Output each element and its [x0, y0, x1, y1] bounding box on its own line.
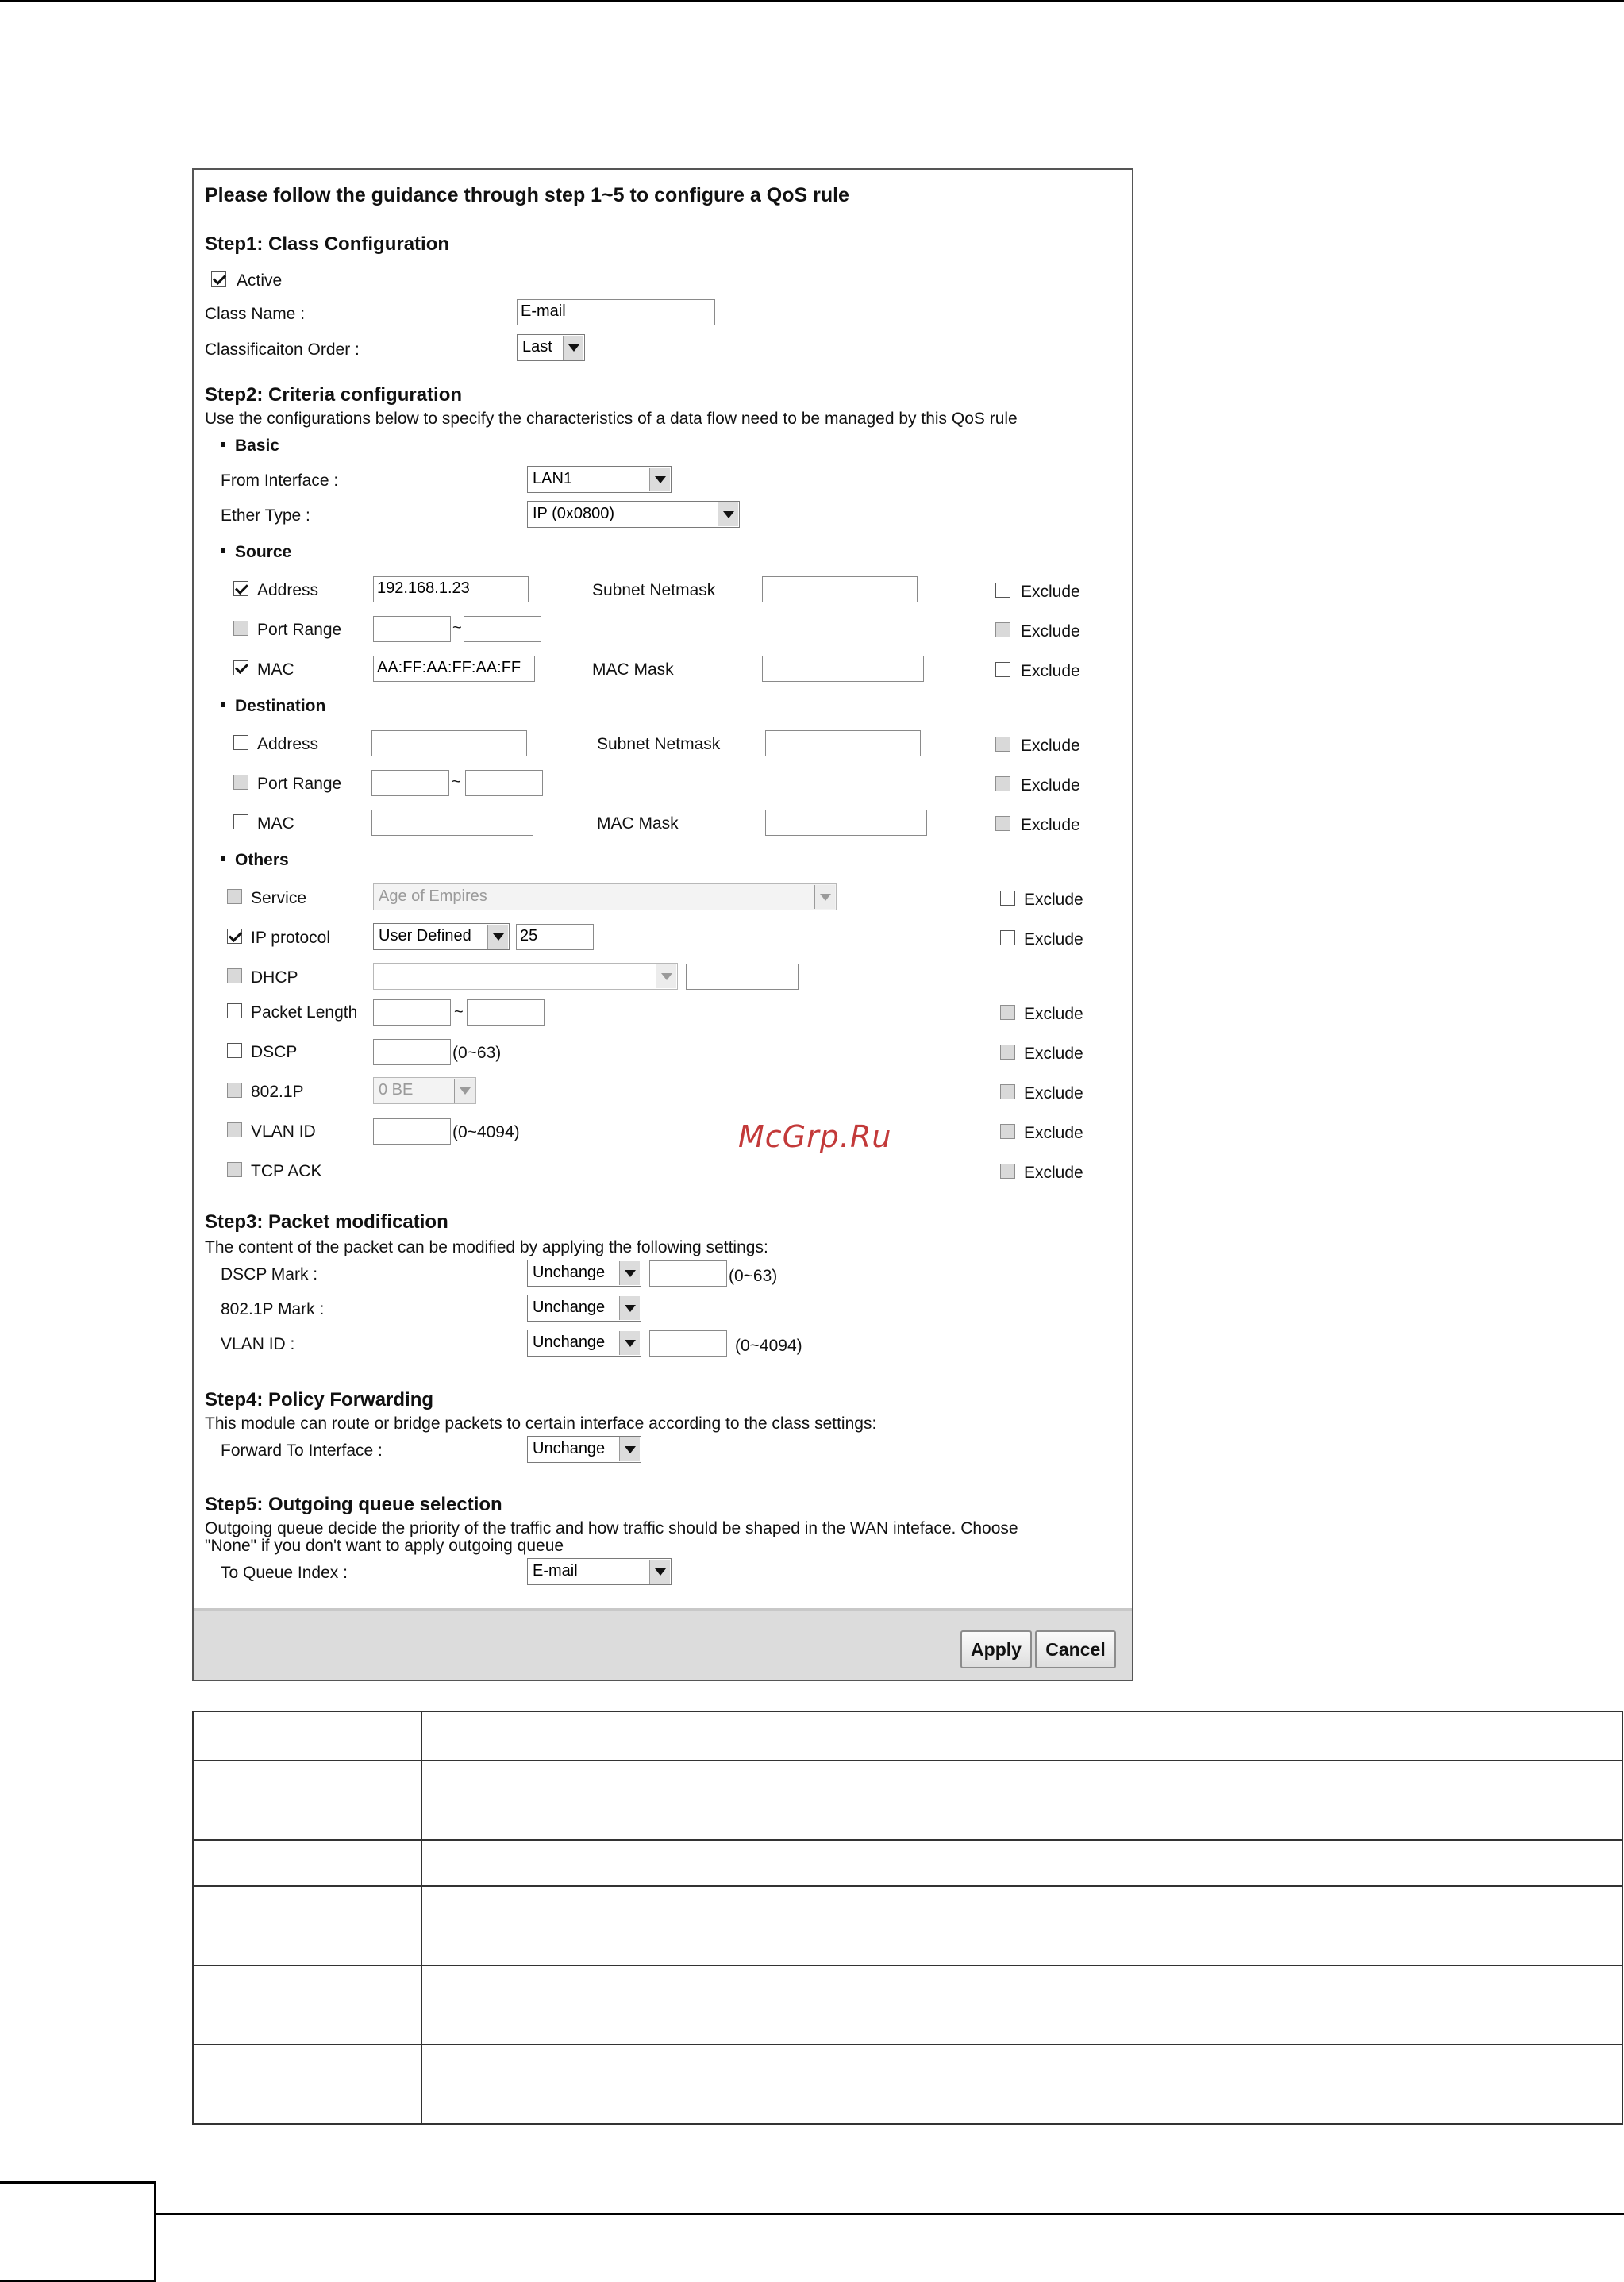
dot1p-exclude-checkbox[interactable]: [1000, 1084, 1015, 1099]
table-row: [193, 2045, 1622, 2124]
vlan-mark-range-hint: (0~4094): [735, 1337, 802, 1355]
exclude-label: Exclude: [1021, 583, 1080, 601]
dot1p-value: 0 BE: [379, 1081, 414, 1099]
apply-button[interactable]: Apply: [960, 1630, 1032, 1668]
dscp-mark-input[interactable]: [649, 1260, 727, 1287]
dhcp-value-input[interactable]: [686, 964, 799, 990]
destination-mac-exclude-checkbox[interactable]: [995, 816, 1010, 831]
exclude-label: Exclude: [1024, 1045, 1083, 1063]
chevron-down-icon: [814, 885, 835, 909]
destination-port-exclude-checkbox[interactable]: [995, 776, 1010, 791]
chevron-down-icon: [649, 468, 670, 491]
ip-protocol-select[interactable]: [373, 923, 510, 950]
source-address-checkbox[interactable]: [233, 581, 248, 596]
forward-interface-value: Unchange: [533, 1440, 606, 1457]
dscp-label: DSCP: [251, 1043, 298, 1061]
qos-class-config-screen: [192, 168, 1133, 1681]
vlan-mark-value: Unchange: [533, 1333, 606, 1351]
chevron-down-icon: [619, 1296, 640, 1320]
ip-protocol-exclude-checkbox[interactable]: [1000, 930, 1015, 945]
step5-title: Step5: Outgoing queue selection: [205, 1494, 502, 1515]
chevron-down-icon: [649, 1560, 670, 1584]
chevron-down-icon: [619, 1331, 640, 1355]
source-mac-exclude-checkbox[interactable]: [995, 662, 1010, 677]
queue-index-label: To Queue Index :: [221, 1564, 348, 1582]
chevron-down-icon: [454, 1079, 475, 1103]
ip-protocol-number-input[interactable]: 25: [516, 924, 594, 950]
vlan-range-hint: (0~4094): [452, 1123, 520, 1141]
dscp-mark-value: Unchange: [533, 1264, 606, 1281]
chevron-down-icon: [619, 1437, 640, 1461]
tcp-ack-exclude-checkbox[interactable]: [1000, 1164, 1015, 1179]
dhcp-select[interactable]: [373, 963, 678, 990]
packet-length-end-input[interactable]: [467, 999, 545, 1026]
destination-subnet-label: Subnet Netmask: [597, 735, 721, 753]
class-name-input[interactable]: E-mail: [517, 299, 715, 325]
vlan-id-input[interactable]: [373, 1118, 451, 1145]
exclude-label: Exclude: [1024, 891, 1083, 909]
from-interface-value: LAN1: [533, 470, 573, 487]
page-bottom-rule: [156, 2213, 1624, 2215]
vlan-mark-input[interactable]: [649, 1330, 727, 1357]
destination-mac-label: MAC: [257, 814, 294, 833]
dot1p-mark-label: 802.1P Mark :: [221, 1300, 325, 1318]
step4-title: Step4: Policy Forwarding: [205, 1389, 434, 1410]
ether-type-value: IP (0x0800): [533, 505, 615, 522]
vlan-mark-label: VLAN ID :: [221, 1335, 295, 1353]
range-separator: ~: [452, 619, 462, 637]
exclude-label: Exclude: [1021, 816, 1080, 834]
source-subtitle: Source: [221, 543, 291, 562]
packet-length-start-input[interactable]: [373, 999, 451, 1026]
vlan-id-exclude-checkbox[interactable]: [1000, 1124, 1015, 1139]
service-value: Age of Empires: [379, 887, 487, 905]
destination-subtitle: Destination: [221, 697, 325, 716]
exclude-label: Exclude: [1024, 1084, 1083, 1103]
class-name-label: Class Name :: [205, 305, 306, 323]
ether-type-select[interactable]: [527, 501, 740, 528]
button-bar: [194, 1608, 1132, 1680]
source-port-end-input[interactable]: [464, 616, 541, 642]
chevron-down-icon: [619, 1261, 640, 1285]
dscp-exclude-checkbox[interactable]: [1000, 1045, 1015, 1060]
service-exclude-checkbox[interactable]: [1000, 891, 1015, 906]
exclude-label: Exclude: [1024, 1164, 1083, 1182]
exclude-label: Exclude: [1021, 622, 1080, 641]
destination-address-exclude-checkbox[interactable]: [995, 737, 1010, 752]
destination-mac-mask-label: MAC Mask: [597, 814, 679, 833]
exclude-label: Exclude: [1021, 737, 1080, 755]
dhcp-checkbox[interactable]: [227, 968, 242, 983]
source-mac-checkbox[interactable]: [233, 660, 248, 675]
step3-title: Step3: Packet modification: [205, 1211, 448, 1233]
queue-index-value: E-mail: [533, 1562, 578, 1580]
dhcp-label: DHCP: [251, 968, 298, 987]
dot1p-mark-select[interactable]: [527, 1295, 641, 1322]
packet-length-label: Packet Length: [251, 1003, 358, 1022]
dot1p-select[interactable]: [373, 1077, 476, 1104]
vlan-id-checkbox[interactable]: [227, 1122, 242, 1137]
exclude-label: Exclude: [1024, 1124, 1083, 1142]
chevron-down-icon: [563, 336, 583, 360]
dot1p-checkbox[interactable]: [227, 1083, 242, 1098]
exclude-label: Exclude: [1021, 776, 1080, 795]
dscp-mark-select[interactable]: [527, 1260, 641, 1287]
service-select[interactable]: [373, 883, 837, 910]
vlan-mark-select[interactable]: [527, 1330, 641, 1357]
tcp-ack-label: TCP ACK: [251, 1162, 322, 1180]
source-address-exclude-checkbox[interactable]: [995, 583, 1010, 598]
destination-port-range-label: Port Range: [257, 775, 342, 793]
classification-order-value: Last: [522, 338, 552, 356]
table-row: [193, 1840, 1622, 1886]
range-separator: ~: [454, 1003, 464, 1021]
step1-title: Step1: Class Configuration: [205, 233, 450, 255]
watermark: McGrp.Ru: [738, 1119, 892, 1154]
page-number-box: [0, 2181, 156, 2282]
classification-order-select[interactable]: [517, 334, 585, 361]
exclude-label: Exclude: [1024, 1005, 1083, 1023]
tcp-ack-checkbox[interactable]: [227, 1162, 242, 1177]
chevron-down-icon: [487, 925, 508, 949]
exclude-label: Exclude: [1021, 662, 1080, 680]
destination-mac-input[interactable]: [371, 810, 533, 836]
destination-mac-mask-input[interactable]: [765, 810, 927, 836]
destination-address-input[interactable]: [371, 730, 527, 756]
source-port-range-label: Port Range: [257, 621, 342, 639]
source-mac-label: MAC: [257, 660, 294, 679]
source-mac-mask-label: MAC Mask: [592, 660, 674, 679]
ip-protocol-checkbox[interactable]: [227, 929, 242, 944]
source-port-exclude-checkbox[interactable]: [995, 622, 1010, 637]
source-mac-mask-input[interactable]: [762, 656, 924, 682]
from-interface-label: From Interface :: [221, 471, 339, 490]
table-row: [193, 1711, 1622, 1761]
service-label: Service: [251, 889, 307, 907]
source-subnet-input[interactable]: [762, 576, 918, 602]
page-top-rule: [0, 0, 1624, 2]
destination-port-end-input[interactable]: [465, 770, 543, 796]
source-port-start-input[interactable]: [373, 616, 451, 642]
classification-order-label: Classificaiton Order :: [205, 341, 360, 359]
packet-length-checkbox[interactable]: [227, 1003, 242, 1018]
step5-description-line1: Outgoing queue decide the priority of the traffic and how traffic should be shaped in the WAN inteface. Choose: [205, 1519, 1018, 1537]
step4-description: This module can route or bridge packets to certain interface according to the class settings:: [205, 1414, 877, 1433]
ip-protocol-label: IP protocol: [251, 929, 331, 947]
step3-description: The content of the packet can be modified by applying the following settings:: [205, 1238, 768, 1256]
others-subtitle: Others: [221, 851, 289, 870]
step2-title: Step2: Criteria configuration: [205, 384, 463, 406]
dot1p-label: 802.1P: [251, 1083, 304, 1101]
dot1p-mark-value: Unchange: [533, 1299, 606, 1316]
source-address-label: Address: [257, 581, 319, 599]
packet-length-exclude-checkbox[interactable]: [1000, 1005, 1015, 1020]
range-separator: ~: [452, 773, 461, 791]
ether-type-label: Ether Type :: [221, 506, 310, 525]
vlan-id-label: VLAN ID: [251, 1122, 316, 1141]
source-address-input[interactable]: 192.168.1.23: [373, 576, 529, 602]
dscp-checkbox[interactable]: [227, 1043, 242, 1058]
active-checkbox[interactable]: [211, 271, 226, 287]
dscp-mark-label: DSCP Mark :: [221, 1265, 318, 1283]
source-mac-input[interactable]: AA:FF:AA:FF:AA:FF: [373, 656, 535, 682]
table-row: [193, 1761, 1622, 1840]
ip-protocol-value: User Defined: [379, 927, 471, 945]
queue-index-select[interactable]: [527, 1558, 672, 1585]
table-row: [193, 1886, 1622, 1965]
cancel-button[interactable]: Cancel: [1035, 1630, 1116, 1668]
source-subnet-label: Subnet Netmask: [592, 581, 716, 599]
destination-address-checkbox[interactable]: [233, 735, 248, 750]
step5-description-line2: "None" if you don't want to apply outgoing queue: [205, 1537, 564, 1555]
page-heading: Please follow the guidance through step 1~5 to configure a QoS rule: [205, 184, 849, 206]
forward-interface-select[interactable]: [527, 1436, 641, 1463]
step2-description: Use the configurations below to specify the characteristics of a data flow need to be managed by this QoS rule: [205, 410, 1018, 428]
active-label: Active: [237, 271, 283, 290]
destination-port-range-checkbox[interactable]: [233, 775, 248, 790]
destination-port-start-input[interactable]: [371, 770, 449, 796]
forward-interface-label: Forward To Interface :: [221, 1441, 383, 1460]
chevron-down-icon: [656, 964, 676, 988]
destination-subnet-input[interactable]: [765, 730, 921, 756]
exclude-label: Exclude: [1024, 930, 1083, 949]
destination-mac-checkbox[interactable]: [233, 814, 248, 829]
from-interface-select[interactable]: [527, 466, 672, 493]
chevron-down-icon: [718, 502, 738, 526]
dscp-input[interactable]: [373, 1039, 451, 1065]
dscp-range-hint: (0~63): [452, 1044, 502, 1062]
destination-address-label: Address: [257, 735, 319, 753]
dscp-mark-range-hint: (0~63): [729, 1267, 778, 1285]
basic-subtitle: Basic: [221, 437, 279, 456]
source-port-range-checkbox[interactable]: [233, 621, 248, 636]
field-description-table: [192, 1711, 1623, 2125]
table-row: [193, 1965, 1622, 2045]
service-checkbox[interactable]: [227, 889, 242, 904]
